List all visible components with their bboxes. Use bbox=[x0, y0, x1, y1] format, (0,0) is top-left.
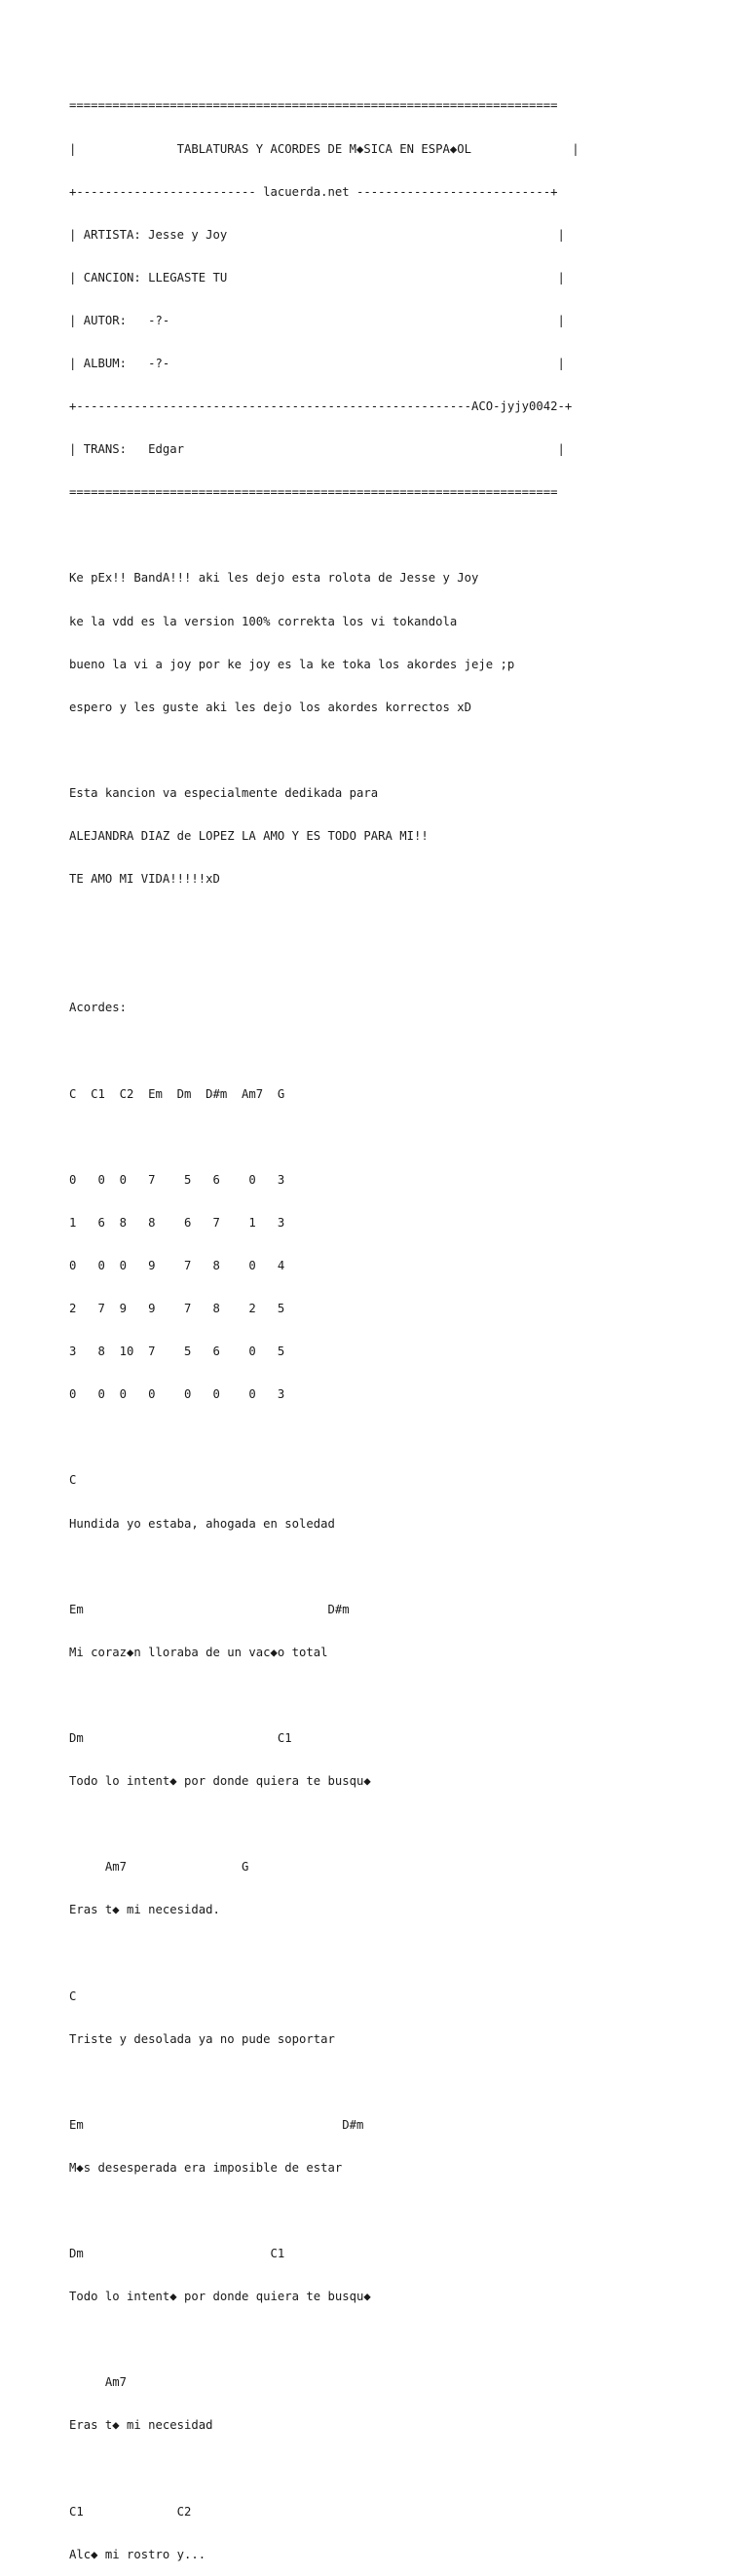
dedication-line: ALEJANDRA DIAZ de LOPEZ LA AMO Y ES TODO PARA MI!! bbox=[69, 829, 429, 843]
lyric-text: M◆s desesperada era imposible de estar bbox=[69, 2160, 343, 2175]
blank-line bbox=[69, 743, 731, 758]
lyric-chords: C1 C2 bbox=[69, 2504, 192, 2519]
header-site: +------------------------- lacuerda.net ---------------------------+ bbox=[69, 184, 558, 199]
blank-line bbox=[69, 915, 731, 929]
lyric-chords: Am7 G bbox=[69, 1860, 249, 1875]
header-transcriber: | TRANS: Edgar | bbox=[69, 442, 565, 457]
header-song: | CANCION: LLEGASTE TU | bbox=[69, 270, 565, 284]
header-title: | TABLATURAS Y ACORDES DE M◆SICA EN ESPA◆OL | bbox=[69, 141, 580, 156]
lyric-chords: Am7 bbox=[69, 2375, 128, 2390]
lyric-chords: Em D#m bbox=[69, 1602, 350, 1616]
blank-line bbox=[69, 1817, 731, 1832]
header-artist: | ARTISTA: Jesse y Joy | bbox=[69, 227, 565, 242]
blank-line bbox=[69, 1130, 731, 1145]
chord-table-row: 0 0 0 0 0 0 0 3 bbox=[69, 1387, 285, 1402]
blank-line bbox=[69, 1946, 731, 1960]
lyric-chords: C bbox=[69, 1989, 77, 2003]
dedication-line: Esta kancion va especialmente dedikada para bbox=[69, 785, 379, 800]
intro-line: bueno la vi a joy por ke joy es la ke toka los akordes jeje ;p bbox=[69, 657, 515, 671]
lyric-text: Mi coraz◆n lloraba de un vac◆o total bbox=[69, 1645, 328, 1659]
blank-line bbox=[69, 1688, 731, 1703]
dedication-line: TE AMO MI VIDA!!!!!xD bbox=[69, 872, 220, 887]
chord-names: C C1 C2 Em Dm D#m Am7 G bbox=[69, 1086, 285, 1101]
blank-line bbox=[69, 1043, 731, 1058]
lyric-chords: Dm C1 bbox=[69, 1730, 292, 1745]
blank-line bbox=[69, 1430, 731, 1445]
chord-table-row: 1 6 8 8 6 7 1 3 bbox=[69, 1215, 285, 1230]
lyric-text: Triste y desolada ya no pude soportar bbox=[69, 2031, 335, 2046]
lyric-chords: C bbox=[69, 1473, 77, 1488]
song-document bbox=[69, 70, 731, 2576]
header-author: | AUTOR: -?- | bbox=[69, 313, 565, 327]
chord-table-row: 0 0 0 9 7 8 0 4 bbox=[69, 1258, 285, 1272]
lyric-text: Todo lo intent◆ por donde quiera te busqu◆ bbox=[69, 1774, 371, 1789]
intro-line: ke la vdd es la version 100% correkta los vi tokandola bbox=[69, 614, 458, 628]
lyric-text: Hundida yo estaba, ahogada en soledad bbox=[69, 1516, 335, 1531]
lyric-text: Alc◆ mi rostro y... bbox=[69, 2547, 206, 2561]
header-album: | ALBUM: -?- | bbox=[69, 356, 565, 370]
header-code: +-------------------------------------------------------ACO-jyjy0042-+ bbox=[69, 399, 573, 414]
blank-line bbox=[69, 2462, 731, 2477]
intro-line: espero y les guste aki les dejo los akordes korrectos xD bbox=[69, 700, 472, 714]
blank-line bbox=[69, 528, 731, 543]
header-border-bottom: ==================================================================== bbox=[69, 485, 558, 500]
lyric-text: Eras t◆ mi necesidad bbox=[69, 2418, 213, 2433]
blank-line bbox=[69, 2204, 731, 2218]
lyric-text: Todo lo intent◆ por donde quiera te busqu◆ bbox=[69, 2290, 371, 2304]
blank-line bbox=[69, 2075, 731, 2090]
chord-table-row: 3 8 10 7 5 6 0 5 bbox=[69, 1345, 285, 1359]
chord-table-row: 0 0 0 7 5 6 0 3 bbox=[69, 1172, 285, 1187]
blank-line bbox=[69, 958, 731, 972]
blank-line bbox=[69, 2332, 731, 2347]
chord-table-row: 2 7 9 9 7 8 2 5 bbox=[69, 1302, 285, 1316]
lyric-chords: Dm C1 bbox=[69, 2247, 285, 2261]
intro-line: Ke pEx!! BandA!!! aki les dejo esta rolota de Jesse y Joy bbox=[69, 571, 479, 586]
blank-line bbox=[69, 1560, 731, 1574]
lyric-chords: Em D#m bbox=[69, 2117, 364, 2132]
chords-heading: Acordes: bbox=[69, 1001, 128, 1015]
header-border-top: ==================================================================== bbox=[69, 98, 558, 113]
lyric-text: Eras t◆ mi necesidad. bbox=[69, 1903, 220, 1917]
